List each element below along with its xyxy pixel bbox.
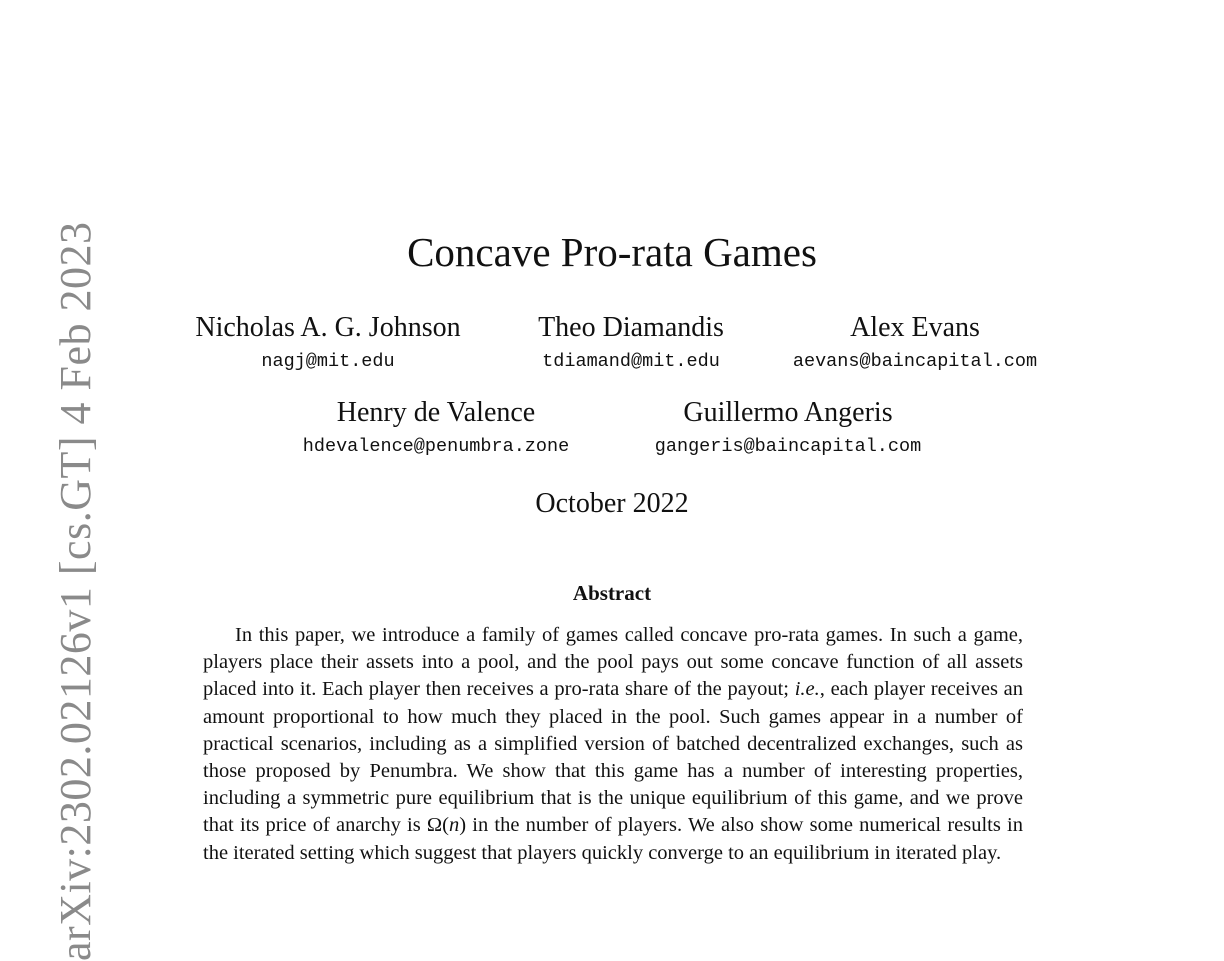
author-email: tdiamand@mit.edu — [542, 350, 720, 372]
arxiv-identifier-stamp: arXiv:2302.02126v1 [cs.GT] 4 Feb 2023 — [51, 221, 100, 961]
author-email: aevans@baincapital.com — [792, 350, 1038, 372]
author-email: hdevalence@penumbra.zone — [302, 435, 570, 457]
abstract-text-part: ) in the number of players. We also show some numerical results in the iterated setting which suggest that players quickly converge to an equilibrium in iterated play. — [203, 814, 1023, 864]
author-name: Henry de Valence — [336, 397, 536, 428]
abstract-heading: Abstract — [572, 581, 652, 605]
author-block — [620, 396, 956, 458]
author-block — [150, 311, 506, 373]
paper-title: Concave Pro-rata Games — [407, 229, 817, 275]
abstract-ie: i.e. — [794, 678, 820, 701]
publication-date: October 2022 — [535, 488, 689, 519]
abstract-text — [203, 622, 1023, 867]
author-block — [770, 311, 1060, 373]
author-block — [270, 396, 602, 458]
author-name: Guillermo Angeris — [683, 397, 893, 428]
author-name: Theo Diamandis — [538, 312, 724, 343]
abstract-text-part: , each player receives an amount proportional to how much they placed in the pool. Such games appear in a number of practical scenarios, including as a simplified version of batched decentralized exchanges, such as those proposed by Penumbra. We show that this game has a number of interesting properties, including a symmetric pure equilibrium that is the unique equilibrium of this game, and we prove that its price of anarchy is Ω( — [203, 678, 1023, 837]
author-block — [500, 311, 762, 373]
abstract-text-part: In this paper, we introduce a family of games called concave pro-rata games. In such a game, players place their assets into a pool, and the pool pays out some concave function of all assets placed into it. Each player then receives a pro-rata share of the payout; — [203, 624, 1023, 701]
author-email: gangeris@baincapital.com — [654, 435, 922, 457]
author-email: nagj@mit.edu — [261, 350, 395, 372]
author-name: Alex Evans — [850, 312, 980, 343]
abstract-math-n: n — [449, 814, 460, 837]
author-name: Nicholas A. G. Johnson — [195, 312, 461, 343]
